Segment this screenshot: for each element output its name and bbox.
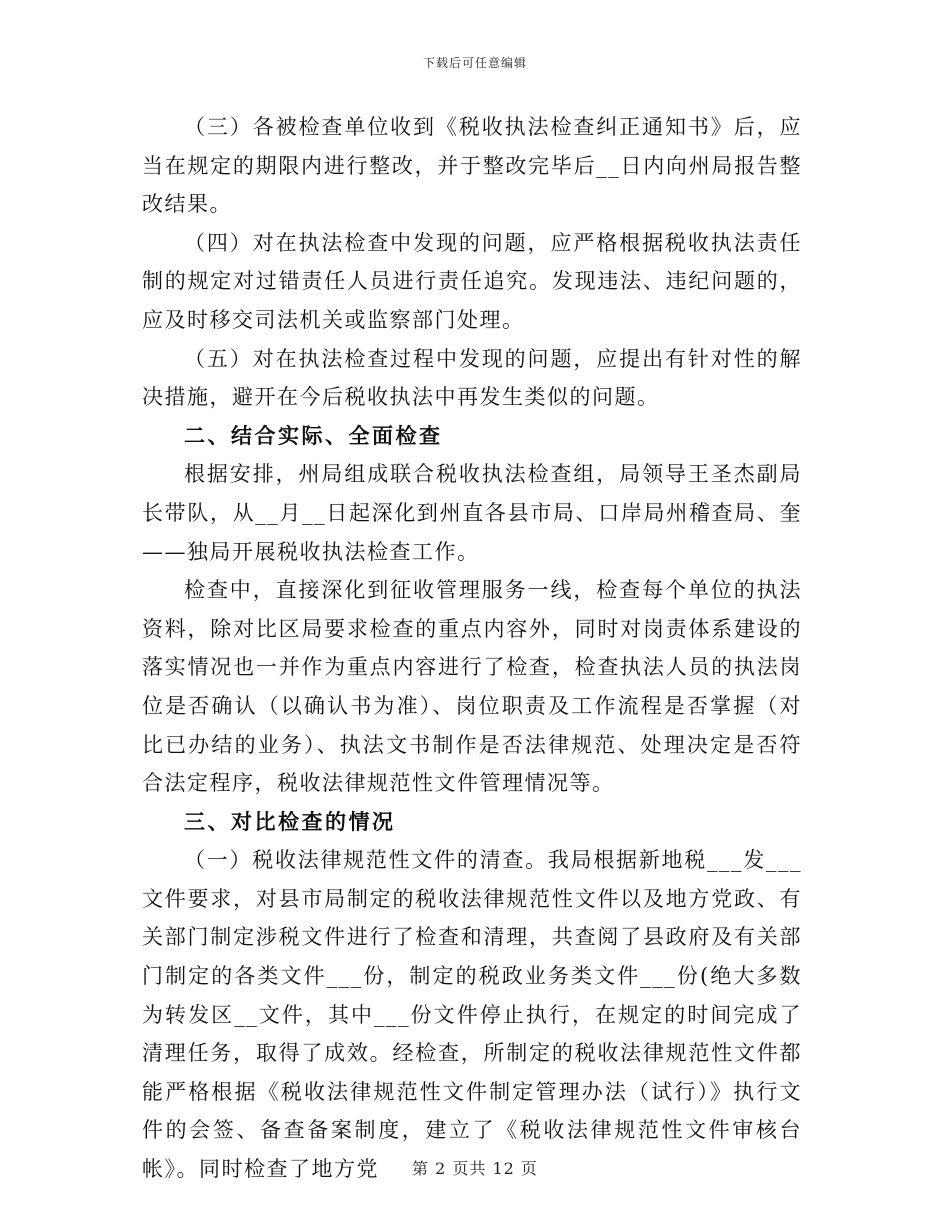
- page-number-footer: 第 2 页共 12 页: [412, 1159, 538, 1178]
- paragraph-3: （三）各被检查单位收到《税收执法检查纠正通知书》后，应当在规定的期限内进行整改，并于整改完毕后__日内向州局报告整改结果。: [142, 115, 802, 217]
- paragraph-document-review: （一）税收法律规范性文件的清查。我局根据新地税___发___文件要求，对县市局制定的税收法律规范性文件以及地方党政、有关部门制定涉税文件进行了检查和清理，共查阅了县政府及有关部门制定的各类文件___份，制定的税政业务类文件___份(绝大多数为转发区__文件，其中___份文件停止执行，在规定的时间完成了清理任务，取得了成效。经检查，所制定的税收法律规范性文件都能严格根据《税收法律规范性文件制定管理办法（试行）》执行文件的会签、备查备案制度，建立了《税收法律规范性文件审核台帐》。同时检查了地方党: [142, 848, 802, 1182]
- paragraph-inspection: 检查中，直接深化到征收管理服务一线，检查每个单位的执法资料，除对比区局要求检查的重点内容外，同时对岗责体系建设的落实情况也一并作为重点内容进行了检查，检查执法人员的执法岗位是否确认（以确认书为准）、岗位职责及工作流程是否掌握（对比已办结的业务）、执法文书制作是否法律规范、处理决定是否符合法定程序，税收法律规范性文件管理情况等。: [142, 578, 802, 796]
- page-header: 下载后可任意编辑: [422, 56, 527, 70]
- paragraph-5: （五）对在执法检查过程中发现的问题，应提出有针对性的解决措施，避开在今后税收执法中再发生类似的问题。: [142, 346, 802, 410]
- paragraph-4: （四）对在执法检查中发现的问题，应严格根据税收执法责任制的规定对过错责任人员进行责任追究。发现违法、违纪问题的，应及时移交司法机关或监察部门处理。: [142, 230, 802, 332]
- section-heading-2: 二、结合实际、全面检查: [184, 422, 443, 448]
- paragraph-arrangement: 根据安排，州局组成联合税收执法检查组，局领导王圣杰副局长带队，从__月__日起深化到州直各县市局、口岸局州稽查局、奎——独局开展税收执法检查工作。: [142, 462, 802, 564]
- document-body: [142, 108, 802, 1189]
- section-heading-3: 三、对比检查的情况: [184, 808, 396, 834]
